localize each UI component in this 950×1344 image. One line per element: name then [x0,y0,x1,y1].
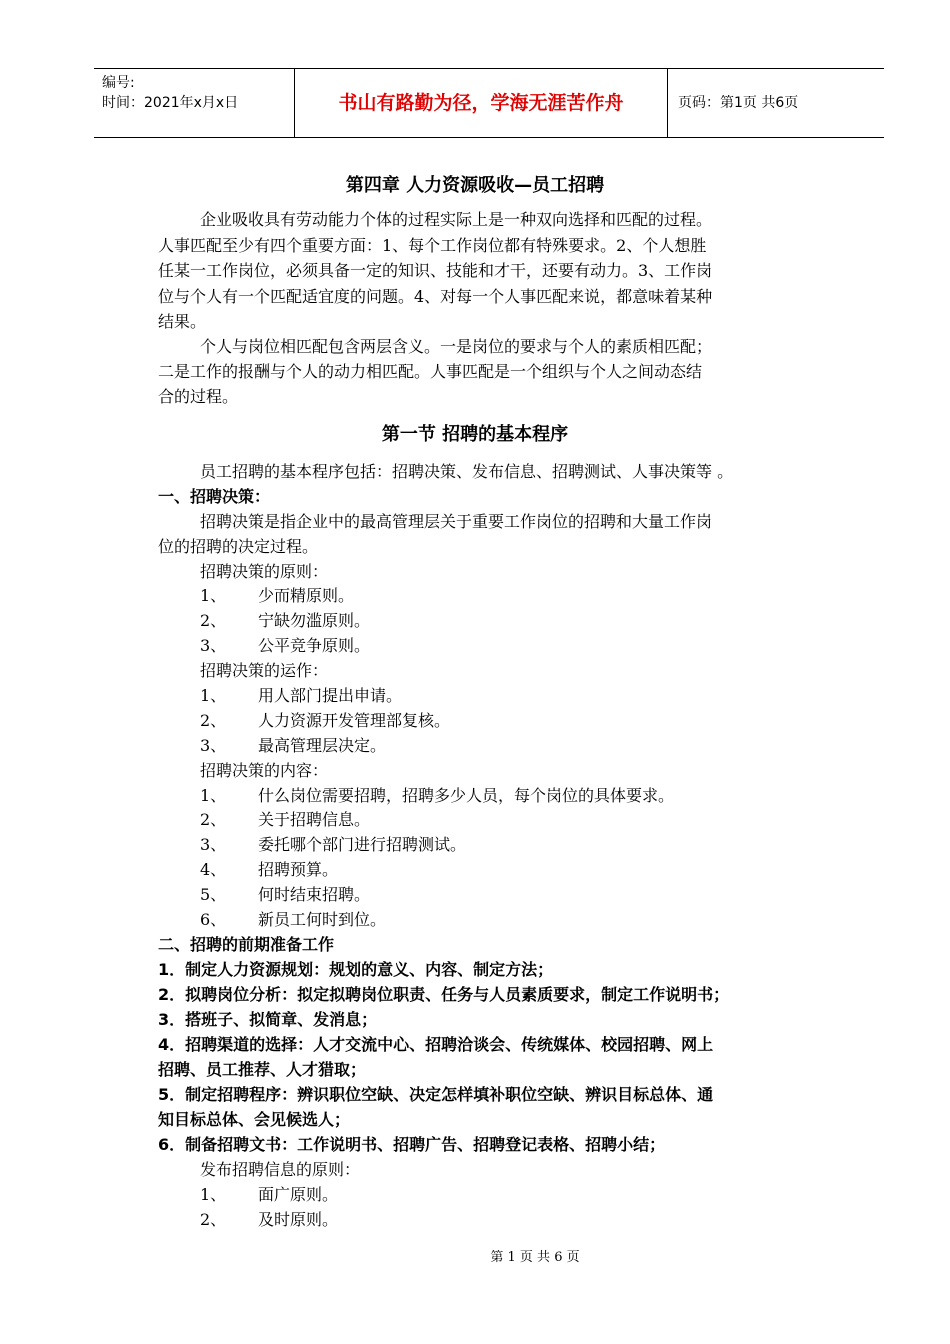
intro-line: 二是工作的报酬与个人的动力相匹配。人事匹配是一个组织与个人之间动态结 [158,362,703,381]
list-number: 1、 [200,586,227,605]
part1-heading: 一、招聘决策： [158,487,271,506]
operation-label: 招聘决策的运作： [200,661,329,680]
list-text: 最高管理层决定。 [258,736,387,755]
list-number: 2、 [200,810,227,829]
part2-item: 5．制定招聘程序：辨识职位空缺、决定怎样填补职位空缺、辨识目标总体、通 [158,1085,714,1104]
intro-line: 人事匹配至少有四个重要方面：1、每个工作岗位都有特殊要求。2、个人想胜 [158,236,707,255]
list-text: 委托哪个部门进行招聘测试。 [258,835,467,854]
list-text: 什么岗位需要招聘，招聘多少人员，每个岗位的具体要求。 [258,786,675,805]
part2-item: 2．拟聘岗位分析：拟定拟聘岗位职责、任务与人员素质要求，制定工作说明书； [158,985,730,1004]
list-text: 招聘预算。 [258,860,339,879]
list-text: 何时结束招聘。 [258,885,371,904]
intro-line: 位与个人有一个匹配适宜度的问题。4、对每一个人事匹配来说，都意味着某种 [158,287,713,306]
list-text: 宁缺勿滥原则。 [258,611,371,630]
part2-item: 知目标总体、会见候选人； [158,1110,351,1129]
section-intro: 员工招聘的基本程序包括：招聘决策、发布信息、招聘测试、人事决策等 。 [200,462,734,481]
part2-item: 1．制定人力资源规划：规划的意义、内容、制定方法； [158,960,554,979]
list-text: 少而精原则。 [258,586,355,605]
list-number: 5、 [200,885,227,904]
release-label: 发布招聘信息的原则： [200,1160,361,1179]
intro-line: 企业吸收具有劳动能力个体的过程实际上是一种双向选择和匹配的过程。 [200,210,713,229]
part2-item: 招聘、员工推荐、人才猎取； [158,1060,367,1079]
list-text: 及时原则。 [258,1210,339,1229]
list-number: 3、 [200,835,227,854]
list-text: 用人部门提出申请。 [258,686,403,705]
intro-line: 合的过程。 [158,387,239,406]
header-divider [667,69,668,137]
intro-line: 任某一工作岗位，必须具备一定的知识、技能和才干，还要有动力。3、工作岗 [158,261,713,280]
header-table [94,68,884,138]
number-label: 编号: [102,75,135,91]
list-number: 3、 [200,636,227,655]
page-footer: 第 1 页 共 6 页 [490,1250,580,1265]
list-number: 1、 [200,1185,227,1204]
list-number: 1、 [200,686,227,705]
part1-definition: 招聘决策是指企业中的最高管理层关于重要工作岗位的招聘和大量工作岗 [200,512,713,531]
part2-item: 4．招聘渠道的选择：人才交流中心、招聘洽谈会、传统媒体、校园招聘、网上 [158,1035,714,1054]
header-page-label: 页码：第1页 共6页 [678,95,799,111]
content-label: 招聘决策的内容： [200,761,329,780]
list-text: 人力资源开发管理部复核。 [258,711,451,730]
list-number: 4、 [200,860,227,879]
list-number: 2、 [200,611,227,630]
part2-item: 3．搭班子、拟简章、发消息； [158,1010,378,1029]
list-text: 关于招聘信息。 [258,810,371,829]
list-text: 面广原则。 [258,1185,339,1204]
chapter-title: 第四章 人力资源吸收—员工招聘 [345,175,605,196]
principles-label: 招聘决策的原则： [200,562,329,581]
list-text: 公平竞争原则。 [258,636,371,655]
section-title: 第一节 招聘的基本程序 [381,424,569,445]
list-text: 新员工何时到位。 [258,910,387,929]
header-meta [102,73,238,113]
header-motto: 书山有路勤为径，学海无涯苦作舟 [338,92,624,114]
part2-heading: 二、招聘的前期准备工作 [158,935,335,954]
intro-line: 个人与岗位相匹配包含两层含义。一是岗位的要求与个人的素质相匹配； [200,337,713,356]
part1-definition: 位的招聘的决定过程。 [158,537,319,556]
list-number: 3、 [200,736,227,755]
list-number: 1、 [200,786,227,805]
part2-item: 6．制备招聘文书：工作说明书、招聘广告、招聘登记表格、招聘小结； [158,1135,666,1154]
list-number: 2、 [200,711,227,730]
intro-line: 结果。 [158,312,207,331]
time-label: 时间：2021年x月x日 [102,95,239,111]
list-number: 2、 [200,1210,227,1229]
list-number: 6、 [200,910,227,929]
